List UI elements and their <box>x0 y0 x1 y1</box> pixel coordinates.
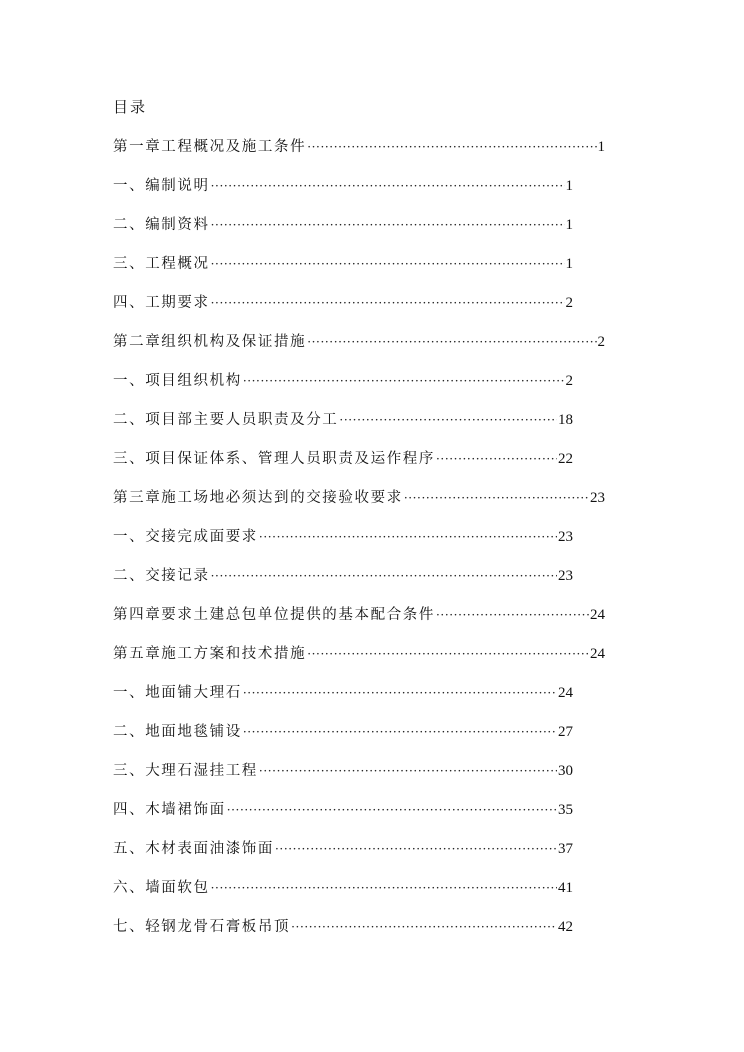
toc-dot-leader <box>211 214 565 236</box>
toc-entry[interactable] <box>113 682 573 721</box>
toc-dot-leader <box>436 448 557 470</box>
toc-entry[interactable] <box>113 214 573 253</box>
toc-entry-label: 第五章施工方案和技术措施 <box>113 646 307 662</box>
toc-dot-leader <box>211 253 565 275</box>
toc-entry-label: 二、交接记录 <box>113 568 210 584</box>
toc-entry[interactable] <box>113 760 573 799</box>
toc-dot-leader <box>259 526 557 548</box>
toc-entry-label: 六、墙面软包 <box>113 880 210 896</box>
toc-page-number: 18 <box>558 412 573 428</box>
toc-page-number: 1 <box>565 256 573 272</box>
table-of-contents <box>113 136 605 955</box>
toc-page-number: 42 <box>558 919 573 935</box>
toc-entry[interactable] <box>113 409 573 448</box>
toc-dot-leader <box>211 175 565 197</box>
toc-dot-leader <box>211 292 565 314</box>
toc-dot-leader <box>436 604 589 626</box>
toc-entry[interactable] <box>113 838 573 877</box>
toc-page-number: 23 <box>558 529 573 545</box>
toc-entry[interactable] <box>113 292 573 331</box>
toc-entry-label: 第一章工程概况及施工条件 <box>113 139 307 155</box>
toc-page-number: 2 <box>565 373 573 389</box>
toc-page-number: 24 <box>558 685 573 701</box>
toc-entry[interactable] <box>113 331 605 370</box>
toc-page-number: 2 <box>597 334 605 350</box>
toc-entry-label: 一、项目组织机构 <box>113 373 242 389</box>
toc-entry-label: 第二章组织机构及保证措施 <box>113 334 307 350</box>
toc-entry-label: 一、交接完成面要求 <box>113 529 258 545</box>
toc-entry-label: 二、地面地毯铺设 <box>113 724 242 740</box>
toc-page-number: 23 <box>558 568 573 584</box>
toc-entry[interactable] <box>113 565 573 604</box>
toc-entry[interactable] <box>113 370 573 409</box>
toc-entry-label: 五、木材表面油漆饰面 <box>113 841 274 857</box>
toc-entry[interactable] <box>113 253 573 292</box>
toc-dot-leader <box>211 877 557 899</box>
toc-page-number: 1 <box>597 139 605 155</box>
toc-page-number: 23 <box>590 490 605 506</box>
toc-entry-label: 四、工期要求 <box>113 295 210 311</box>
toc-dot-leader <box>291 916 557 938</box>
toc-page-number: 24 <box>590 607 605 623</box>
toc-title: 目录 <box>113 98 148 116</box>
toc-entry[interactable] <box>113 643 605 682</box>
toc-page-number: 22 <box>558 451 573 467</box>
toc-entry-label: 三、工程概况 <box>113 256 210 272</box>
toc-entry[interactable] <box>113 487 605 526</box>
toc-dot-leader <box>243 721 557 743</box>
toc-entry-label: 三、大理石湿挂工程 <box>113 763 258 779</box>
toc-dot-leader <box>404 487 589 509</box>
toc-entry[interactable] <box>113 175 573 214</box>
toc-entry[interactable] <box>113 448 573 487</box>
toc-dot-leader <box>307 331 596 353</box>
toc-page-number: 24 <box>590 646 605 662</box>
toc-entry-label: 四、木墙裙饰面 <box>113 802 226 818</box>
toc-entry-label: 一、编制说明 <box>113 178 210 194</box>
toc-entry-label: 第四章要求土建总包单位提供的基本配合条件 <box>113 607 435 623</box>
toc-dot-leader <box>227 799 557 821</box>
toc-dot-leader <box>259 760 557 782</box>
toc-entry-label: 第三章施工场地必须达到的交接验收要求 <box>113 490 403 506</box>
toc-entry-label: 七、轻钢龙骨石膏板吊顶 <box>113 919 291 935</box>
toc-entry[interactable] <box>113 799 573 838</box>
toc-entry-label: 二、编制资料 <box>113 217 210 233</box>
toc-page-number: 30 <box>558 763 573 779</box>
toc-dot-leader <box>339 409 557 431</box>
toc-dot-leader <box>211 565 557 587</box>
toc-entry[interactable] <box>113 721 573 760</box>
toc-entry[interactable] <box>113 136 605 175</box>
toc-dot-leader <box>243 682 557 704</box>
toc-entry-label: 一、地面铺大理石 <box>113 685 242 701</box>
toc-dot-leader <box>275 838 557 860</box>
toc-entry[interactable] <box>113 916 573 955</box>
toc-page-number: 35 <box>558 802 573 818</box>
toc-dot-leader <box>307 643 589 665</box>
toc-entry[interactable] <box>113 526 573 565</box>
toc-entry-label: 二、项目部主要人员职责及分工 <box>113 412 339 428</box>
toc-dot-leader <box>307 136 596 158</box>
toc-page-number: 1 <box>565 217 573 233</box>
toc-entry-label: 三、项目保证体系、管理人员职责及运作程序 <box>113 451 435 467</box>
toc-entry[interactable] <box>113 604 605 643</box>
toc-page-number: 1 <box>565 178 573 194</box>
toc-dot-leader <box>243 370 565 392</box>
toc-page-number: 27 <box>558 724 573 740</box>
toc-page-number: 41 <box>558 880 573 896</box>
toc-entry[interactable] <box>113 877 573 916</box>
toc-page-number: 2 <box>565 295 573 311</box>
toc-page-number: 37 <box>558 841 573 857</box>
